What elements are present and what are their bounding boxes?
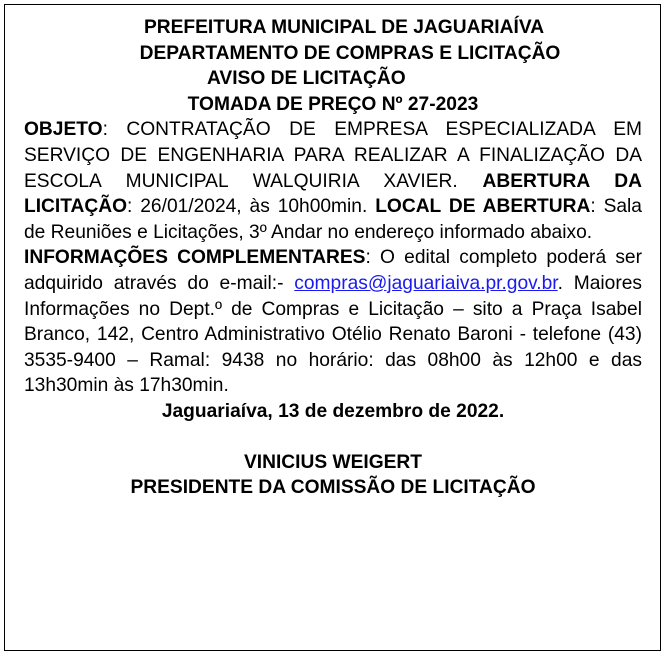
local-label: LOCAL DE ABERTURA xyxy=(375,196,591,218)
header-tomada-preco: TOMADA DE PREÇO Nº 27-2023 xyxy=(187,93,479,115)
info-text-after: . Maiores Informações no Dept.º de Compras e Licitação – sito a Praça Isabel Branco, 142, Centro Administrativo Otélio Renato Baroni - telefone (43) 3535-9400 – Ramal: 9438 no horário: das 08h00 às 12h00 e das 13h30min às 17h30min. xyxy=(24,272,642,397)
abertura-label: ABERTURA DA LICITAÇÃO xyxy=(24,170,642,218)
local-text: : Sala de Reuniões e Licitações, 3º Andar no endereço informado abaixo. xyxy=(24,196,642,243)
date-line: Jaguariaíva, 13 de dezembro de 2022. xyxy=(161,400,505,422)
info-text-before: : O edital completo poderá ser adquirido através do e-mail:- xyxy=(24,247,642,294)
objeto-label: OBJETO xyxy=(24,119,103,141)
info-label: INFORMAÇÕES COMPLEMENTARES xyxy=(24,247,366,269)
header-departamento: DEPARTAMENTO DE COMPRAS E LICITAÇÃO xyxy=(139,42,561,64)
objeto-paragraph xyxy=(24,117,642,245)
abertura-text: : 26/01/2024, às 10h00min. xyxy=(127,196,376,218)
signature-role: PRESIDENTE DA COMISSÃO DE LICITAÇÃO xyxy=(130,477,536,499)
header-aviso: AVISO DE LICITAÇÃO xyxy=(207,68,406,90)
header-prefeitura: PREFEITURA MUNICIPAL DE JAGUARIAÍVA xyxy=(143,17,545,38)
licitacao-notice xyxy=(4,4,661,651)
signature-name: VINICIUS WEIGERT xyxy=(243,451,423,473)
info-paragraph xyxy=(24,245,642,399)
objeto-text: : CONTRATAÇÃO DE EMPRESA ESPECIALIZADA EM SERVIÇO DE ENGENHARIA PARA REALIZAR A FINALIZAÇÃO DA ESCOLA MUNICIPAL WALQUIRIA XAVIER. xyxy=(24,119,642,192)
email-link[interactable]: compras@jaguariaiva.pr.gov.br xyxy=(294,272,558,294)
